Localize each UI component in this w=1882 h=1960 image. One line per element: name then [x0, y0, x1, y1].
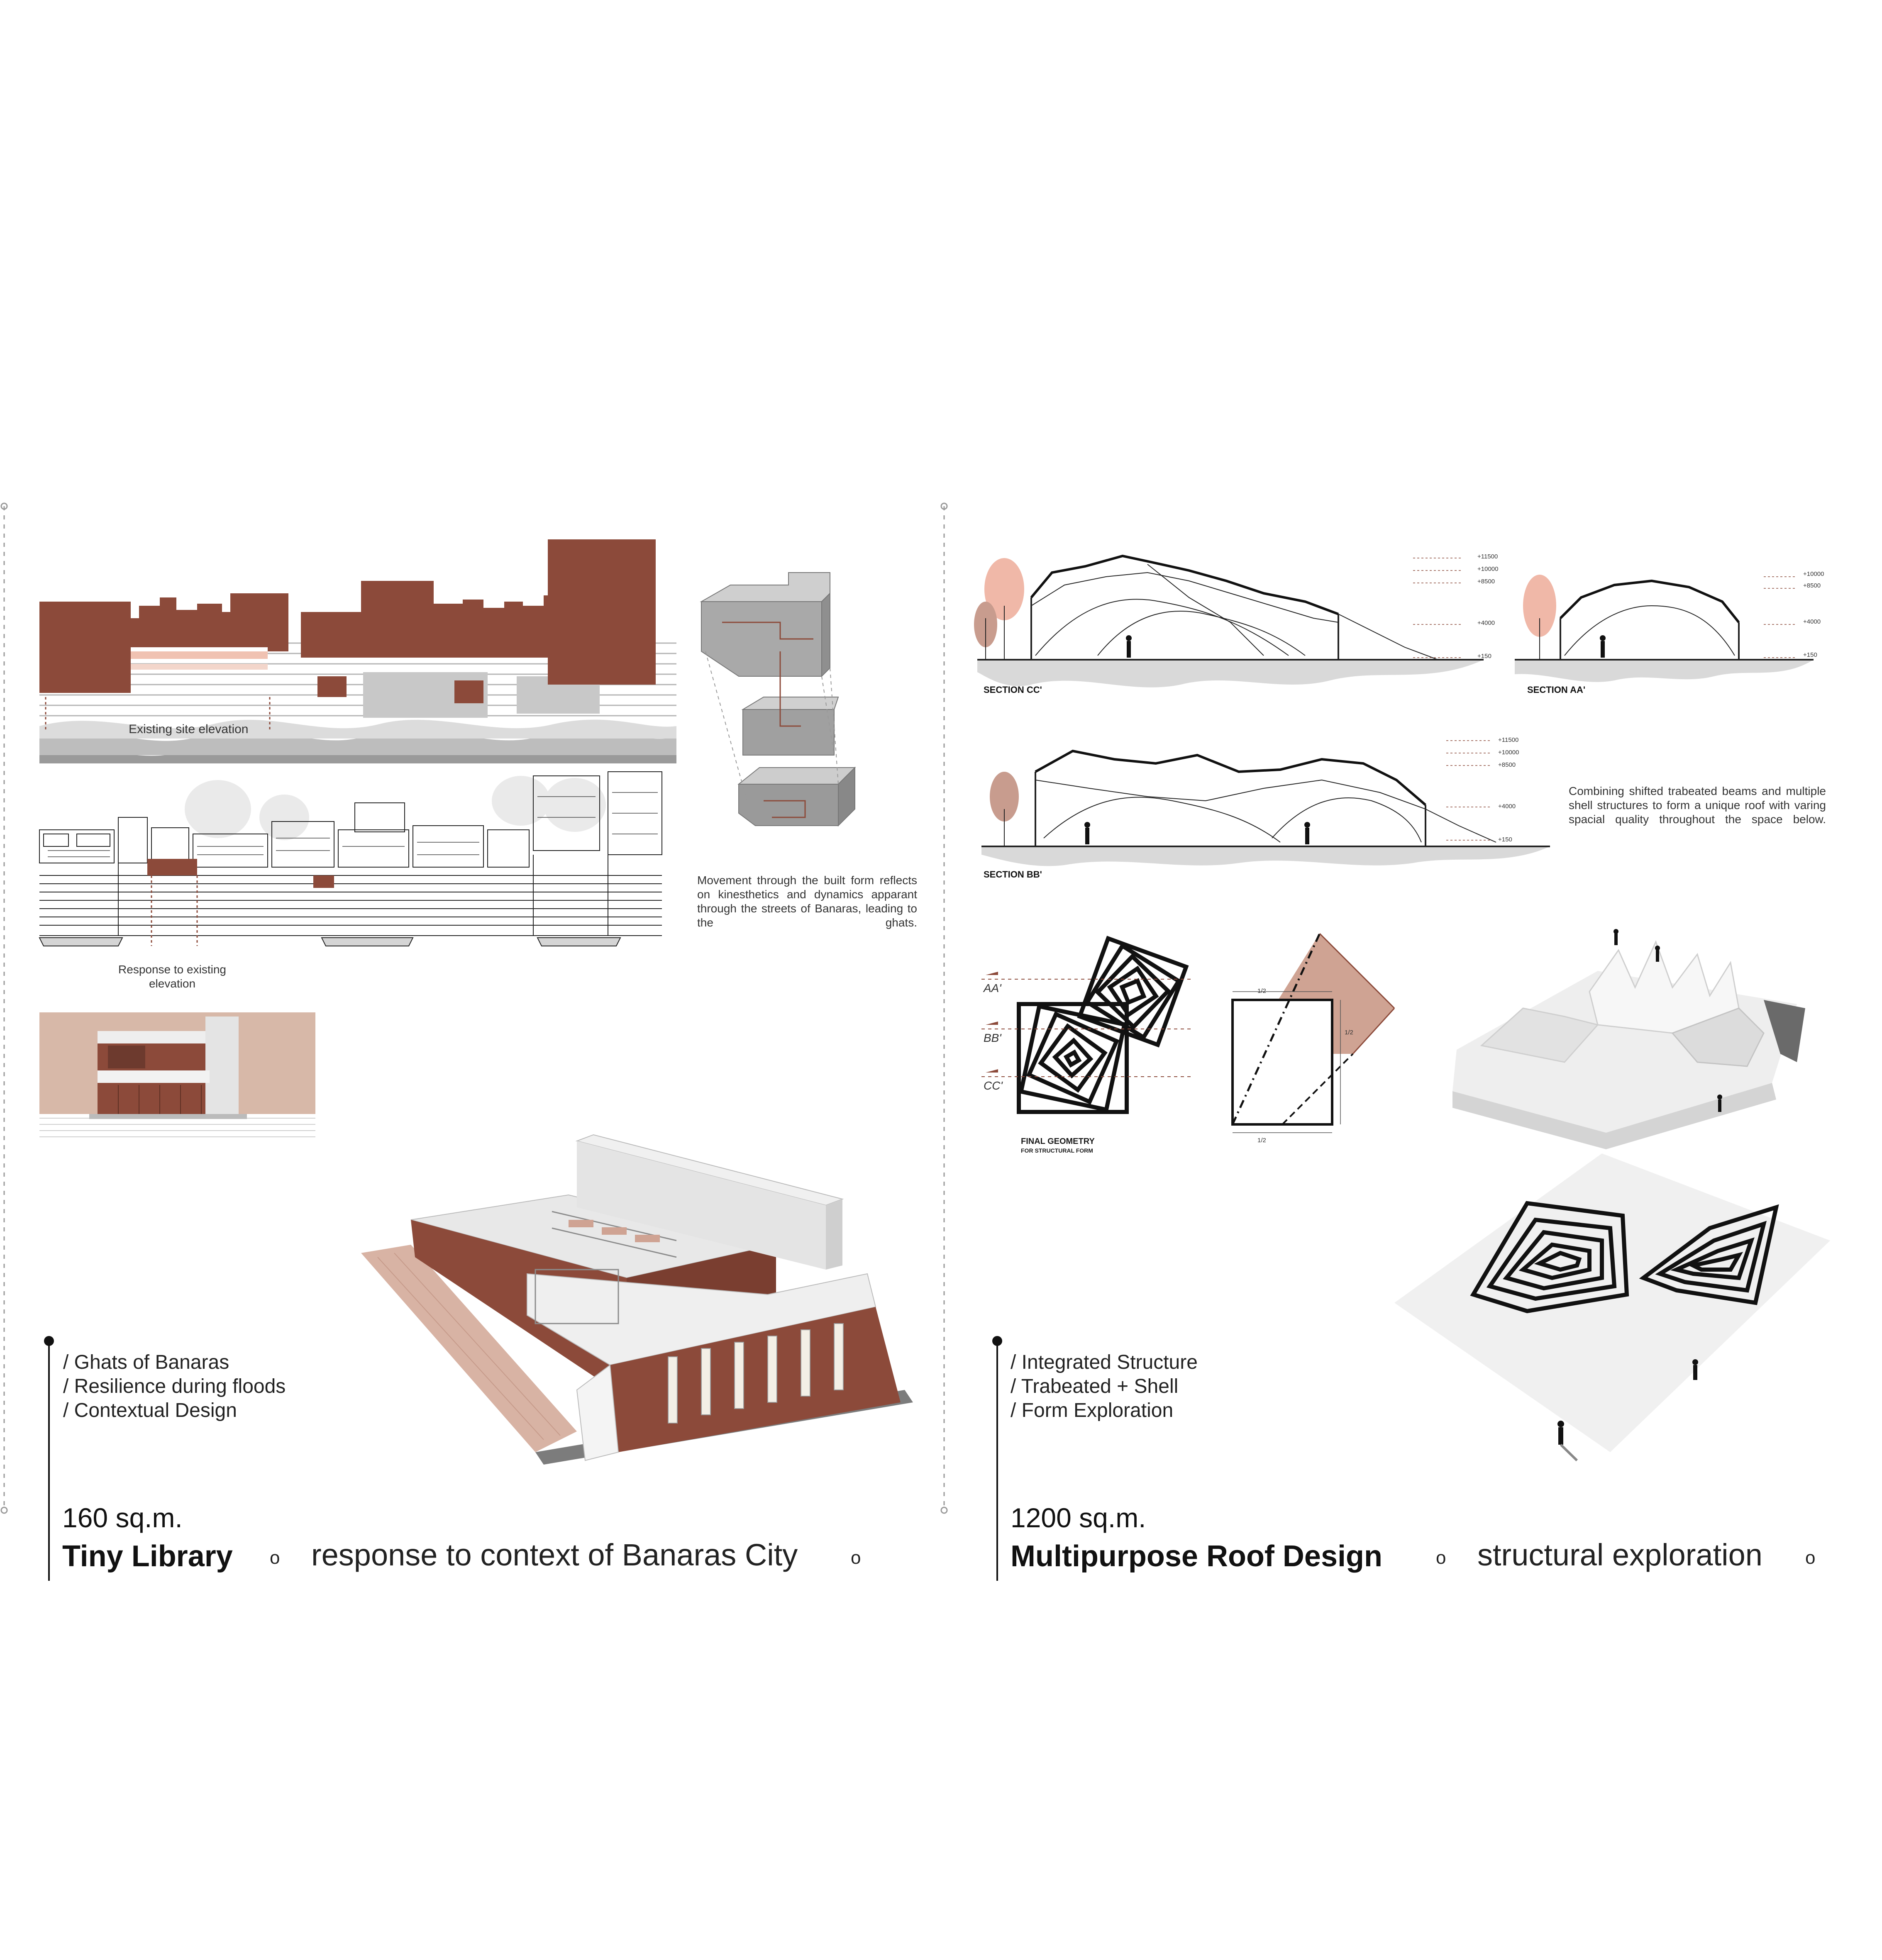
aa-level-4: +150 [1803, 651, 1817, 658]
library-elevation-render [39, 1012, 315, 1145]
mark-bb: BB' [984, 1031, 1001, 1044]
right-tag-list [1011, 1351, 1198, 1423]
existing-site-caption: Existing site elevation [129, 722, 249, 736]
response-caption: Response to existing elevation [118, 963, 226, 990]
cc-level-1: +11500 [1477, 553, 1498, 560]
library-axonometric [361, 1133, 913, 1473]
right-bullet-1: o [1436, 1548, 1446, 1568]
left-area: 160 sq.m. [62, 1502, 183, 1533]
right-stem [990, 1336, 1006, 1585]
tag-trabeated: / Trabeated + Shell [1011, 1375, 1179, 1397]
half-mark-side: 1/2 [1345, 1029, 1353, 1036]
right-title: Multipurpose Roof Design [1011, 1540, 1382, 1573]
response-elevation [39, 772, 666, 950]
left-title: Tiny Library [62, 1540, 233, 1573]
tag-contextual: / Contextual Design [63, 1399, 237, 1421]
roof-caption: Combining shifted trabeated beams and multiple shell structures to form a unique roof with varing spacial quality throughout the space below. [1569, 785, 1826, 826]
section-cc [973, 548, 1484, 709]
half-mark-bottom: 1/2 [1257, 1137, 1266, 1144]
bb-level-5: +150 [1498, 836, 1512, 843]
aa-level-2: +8500 [1803, 582, 1821, 589]
left-tag-list [63, 1351, 286, 1423]
mark-aa: AA' [984, 982, 1001, 995]
cc-level-2: +10000 [1477, 566, 1499, 573]
cc-level-5: +150 [1477, 653, 1491, 660]
tag-form: / Form Exploration [1011, 1399, 1174, 1421]
left-bullet-1: o [270, 1548, 280, 1568]
cc-level-3: +8500 [1477, 578, 1495, 585]
roof-model-render [1440, 925, 1814, 1158]
aa-level-1: +10000 [1803, 570, 1824, 578]
bb-level-3: +8500 [1498, 761, 1516, 768]
left-bullet-2: o [851, 1548, 861, 1568]
right-bullet-2: o [1805, 1548, 1816, 1568]
right-subtitle: structural exploration [1477, 1538, 1762, 1572]
left-subtitle: response to context of Banaras City [311, 1538, 798, 1572]
section-aa [1515, 568, 1814, 693]
exploded-axonometric [697, 568, 921, 834]
aa-level-3: +4000 [1803, 618, 1821, 625]
left-stem [41, 1336, 58, 1585]
square-construction [1220, 934, 1411, 1141]
spiral-geometry [981, 934, 1214, 1149]
section-aa-label: SECTION AA' [1527, 685, 1586, 695]
cc-level-4: +4000 [1477, 619, 1495, 627]
movement-caption: Movement through the built form reflects on kinesthetics and dynamics apparant through the streets of Banaras, leading to the ghats. [697, 874, 917, 929]
roof-frame-render [1394, 1145, 1830, 1469]
geometry-subcaption: FOR STRUCTURAL FORM [1021, 1147, 1093, 1154]
tag-ghats: / Ghats of Banaras [63, 1351, 229, 1373]
half-mark-top: 1/2 [1257, 987, 1266, 995]
bb-level-4: +4000 [1498, 803, 1516, 810]
bb-level-2: +10000 [1498, 749, 1519, 756]
geometry-caption: FINAL GEOMETRY [1021, 1137, 1095, 1146]
section-bb-label: SECTION BB' [984, 869, 1042, 880]
right-area: 1200 sq.m. [1011, 1502, 1146, 1533]
section-cc-label: SECTION CC' [984, 685, 1042, 695]
tag-integrated: / Integrated Structure [1011, 1351, 1198, 1373]
mark-cc: CC' [984, 1079, 1003, 1092]
bb-level-1: +11500 [1498, 736, 1519, 744]
section-bb [981, 730, 1550, 871]
tag-resilience: / Resilience during floods [63, 1375, 286, 1397]
